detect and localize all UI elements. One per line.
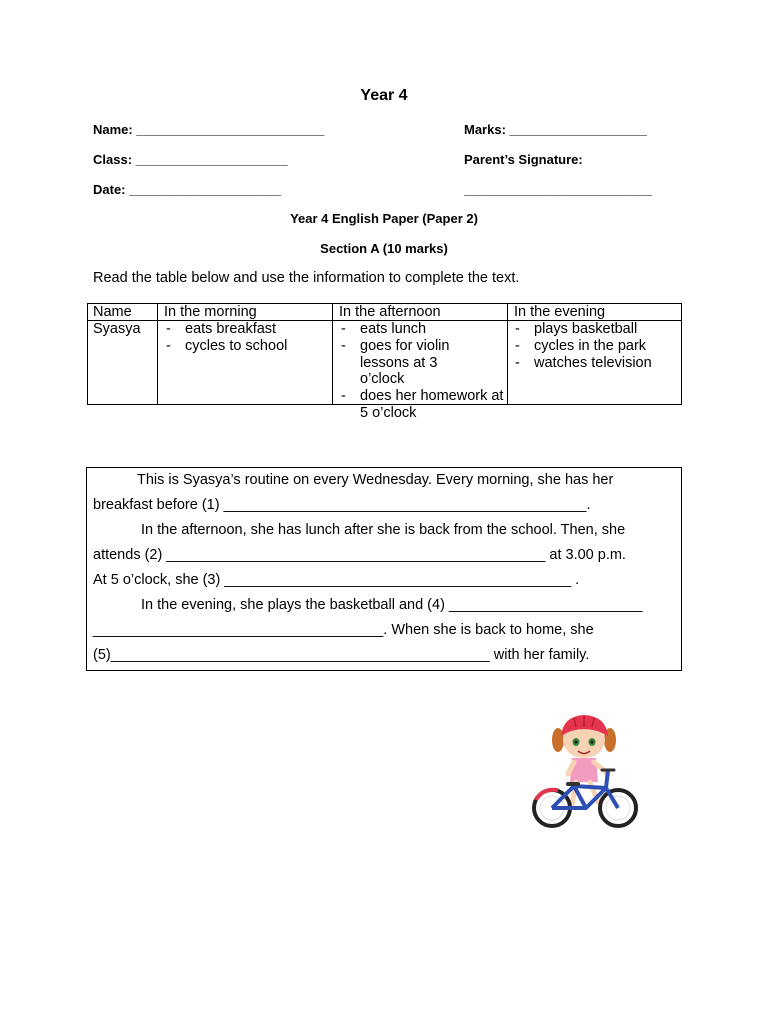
passage-line: (5)_______________________________________________ with her family. <box>93 647 590 663</box>
passage-line: At 5 o’clock, she (3) ___________________________________________ . <box>93 572 580 588</box>
signature-line: __________________________ <box>464 182 652 197</box>
table-cell-morning <box>166 321 326 355</box>
date-field: Date: _____________________ <box>93 182 281 197</box>
table-divider <box>332 304 333 404</box>
passage-line: attends (2) _______________________________________________ at 3.00 p.m. <box>93 547 626 563</box>
passage-line: In the afternoon, she has lunch after she is back from the school. Then, she <box>141 522 626 538</box>
table-header: In the evening <box>514 304 606 320</box>
list-item: - eats lunch <box>341 321 427 337</box>
name-field: Name: __________________________ <box>93 122 325 137</box>
parent-signature-label: Parent’s Signature: <box>464 152 583 167</box>
table-cell-afternoon <box>341 321 503 422</box>
page-title: Year 4 <box>360 87 408 104</box>
list-item: - does her homework at 5 o’clock <box>341 388 504 421</box>
instruction-text: Read the table below and use the information to complete the text. <box>93 270 520 286</box>
list-item: - goes for violin lessons at 3 o’clock <box>341 337 450 388</box>
passage-line: ____________________________________. When she is back to home, she <box>93 622 594 638</box>
list-item: - cycles in the park <box>515 337 647 354</box>
list-item: - watches television <box>515 354 652 371</box>
passage-line: This is Syasya’s routine on every Wednesday. Every morning, she has her <box>137 472 614 488</box>
table-header: Name <box>93 304 132 320</box>
list-item: - plays basketball <box>515 321 638 337</box>
paper-title: Year 4 English Paper (Paper 2) <box>290 211 478 226</box>
passage-line: breakfast before (1) _____________________________________________. <box>93 497 591 513</box>
girl-cycling-illustration <box>528 712 640 832</box>
table-divider <box>157 304 158 404</box>
table-header: In the morning <box>164 304 257 320</box>
table-header: In the afternoon <box>339 304 441 320</box>
list-item: - cycles to school <box>166 337 288 354</box>
passage-box <box>86 467 682 671</box>
list-item: - eats breakfast <box>166 321 277 337</box>
table-cell-evening <box>515 321 680 371</box>
section-heading: Section A (10 marks) <box>320 241 448 256</box>
table-cell-name: Syasya <box>93 321 141 337</box>
passage-line: In the evening, she plays the basketball and (4) ________________________ <box>141 597 643 613</box>
routine-table <box>87 303 682 421</box>
marks-field: Marks: ___________________ <box>464 122 647 137</box>
class-field: Class: _____________________ <box>93 152 288 167</box>
